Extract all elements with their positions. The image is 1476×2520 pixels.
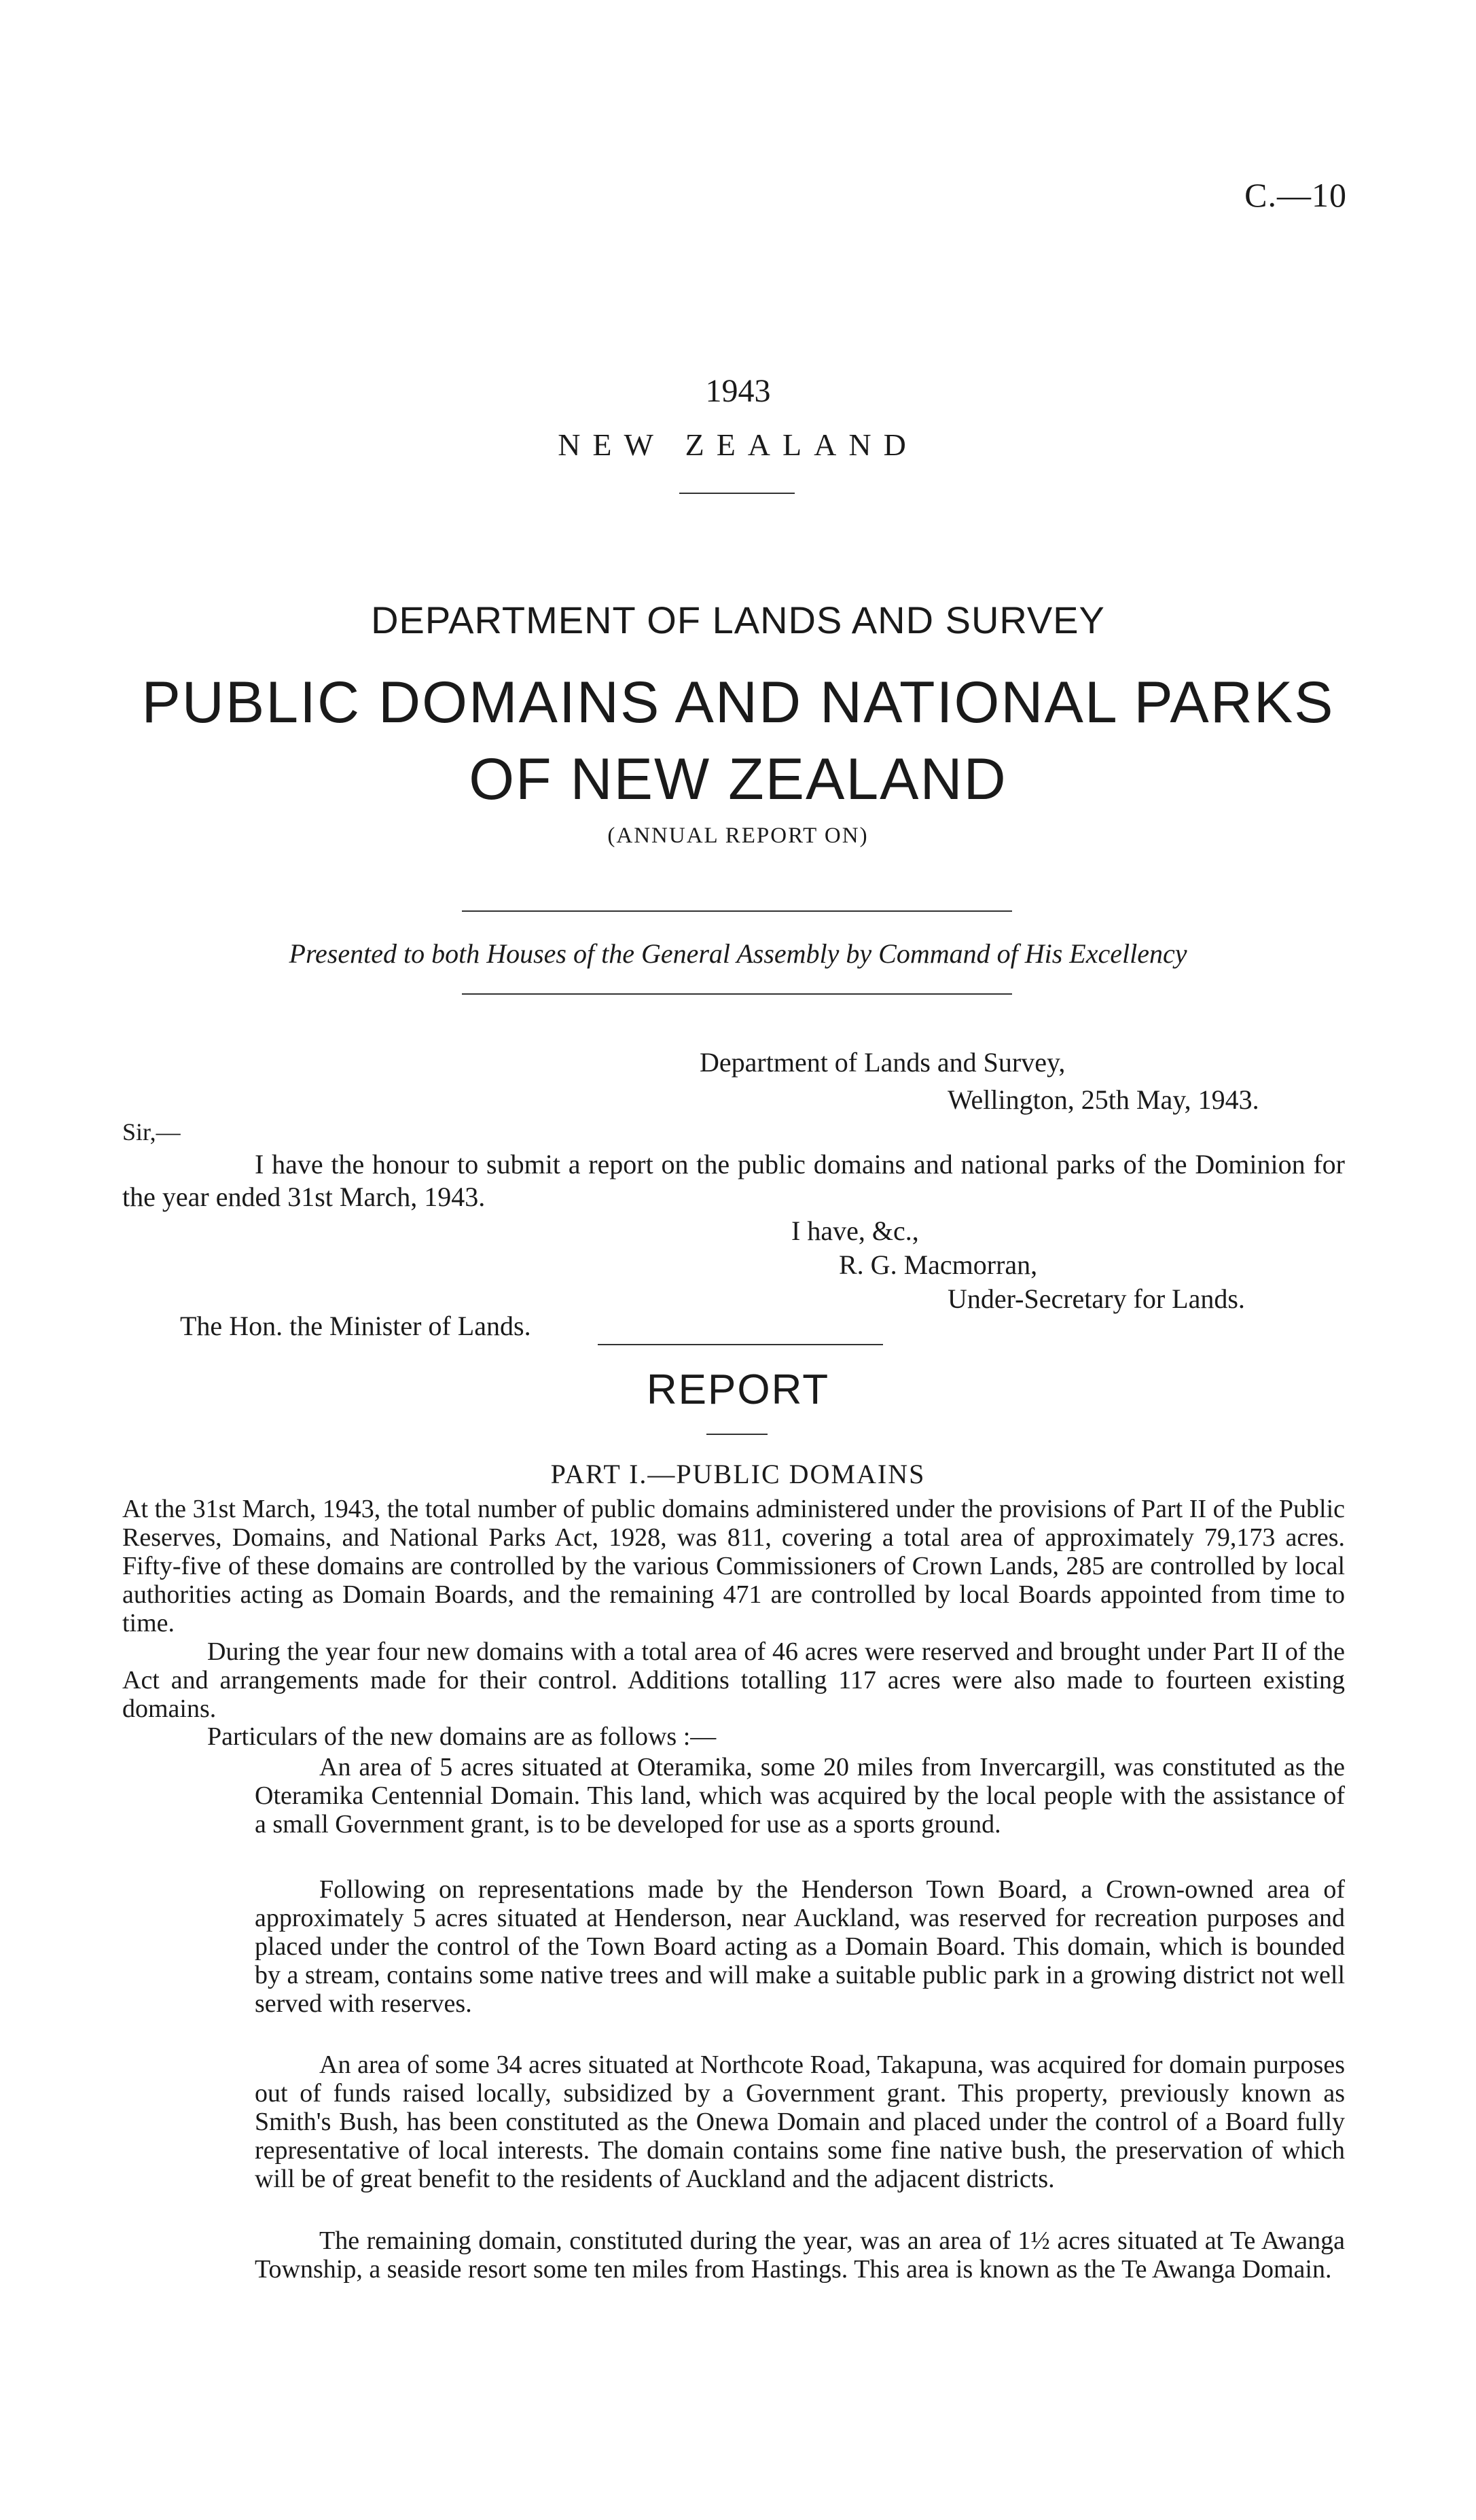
report-subtitle: OF NEW ZEALAND [469, 747, 1007, 812]
publication-year: 1943 [705, 373, 771, 409]
letter-signature: R. G. Macmorran, [839, 1249, 1038, 1280]
divider-rule [462, 993, 1012, 995]
divider-rule [679, 493, 795, 494]
letter-address-line2: Wellington, 25th May, 1943. [948, 1084, 1259, 1115]
country-heading: NEW ZEALAND [558, 427, 918, 462]
domain-paragraph-onewa: An area of some 34 acres situated at Northcote Road, Takapuna, was acquired for domain purposes out of funds raised locally, subsidized by a Government grant. This property, previously known as Smith's Bush, has been constituted as the Onewa Domain and placed under the control of a Board fully representative of local interests. The domain contains some fine native bush, the preservation of which will be of great benefit to the residents of Auckland and the adjacent districts. [255, 2051, 1345, 2193]
report-paragraph: Particulars of the new domains are as follows :— [207, 1722, 717, 1751]
letter-addressee: The Hon. the Minister of Lands. [180, 1311, 531, 1341]
department-heading: DEPARTMENT OF LANDS AND SURVEY [371, 599, 1105, 641]
letter-address-line1: Department of Lands and Survey, [700, 1047, 1066, 1078]
paper-reference: C.—10 [1244, 176, 1347, 214]
letter-salutation: Sir,— [122, 1118, 181, 1146]
report-paragraph: At the 31st March, 1943, the total number of public domains administered under the provisions of Part II of the Public Reserves, Domains, and National Parks Act, 1928, was 811, covering a total area of approximately 79,173 acres. Fifty-five of these domains are controlled by the various Commissioners of Crown Lands, 285 are controlled by local authorities acting as Domain Boards, and the remaining 471 are controlled by local Boards appointed from time to time. [122, 1495, 1345, 1637]
annual-report-label: (ANNUAL REPORT ON) [607, 823, 869, 848]
divider-rule [706, 1434, 768, 1435]
domain-paragraph-henderson: Following on representations made by the Henderson Town Board, a Crown-owned area of approximately 5 acres situated at Henderson, near Auckland, was reserved for recreation purposes and placed under the control of the Town Board acting as a Domain Board. This domain, which is bounded by a stream, contains some native trees and will make a suitable public park in a growing district not well served with reserves. [255, 1875, 1345, 2018]
letter-closing: I have, &c., [791, 1215, 919, 1246]
report-title: PUBLIC DOMAINS AND NATIONAL PARKS [141, 670, 1335, 735]
report-heading: REPORT [646, 1366, 830, 1413]
report-paragraph: During the year four new domains with a total area of 46 acres were reserved and brought under Part II of the Act and arrangements made for their control. Additions totalling 117 acres were also made to fourteen existing domains. [122, 1637, 1345, 1723]
letter-body: I have the honour to submit a report on the public domains and national parks of the Dominion for the year ended 31st March, 1943. [122, 1149, 1345, 1212]
divider-rule [462, 910, 1012, 912]
letter-signature-title: Under-Secretary for Lands. [948, 1283, 1245, 1314]
domain-paragraph-oteramika: An area of 5 acres situated at Oteramika, some 20 miles from Invercargill, was constituted as the Oteramika Centennial Domain. This land, which was acquired by the local people with the assistance of a small Government grant, is to be developed for use as a sports ground. [255, 1753, 1345, 1839]
part-heading: PART I.—PUBLIC DOMAINS [550, 1459, 926, 1489]
presented-line: Presented to both Houses of the General Assembly by Command of His Excellency [289, 938, 1187, 969]
domain-paragraph-te-awanga: The remaining domain, constituted during the year, was an area of 1½ acres situated at Te Awanga Township, a seaside resort some ten miles from Hastings. This area is known as the Te Awanga Domain. [255, 2226, 1345, 2284]
divider-rule [598, 1344, 883, 1345]
